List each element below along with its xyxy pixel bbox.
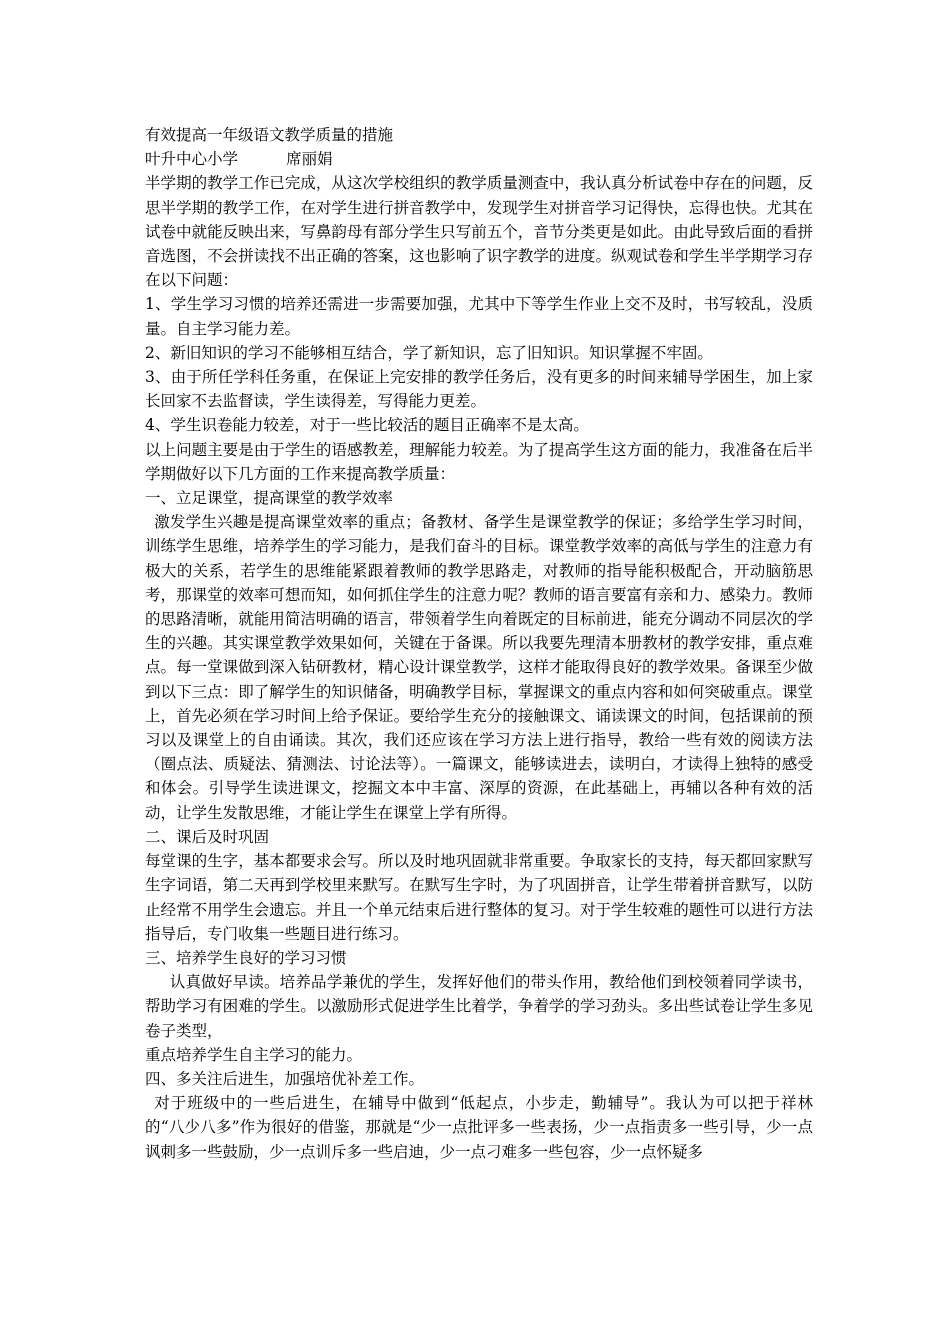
problem-item-2: 2、新旧知识的学习不能够相互结合，学了新知识，忘了旧知识。知识掌握不牢固。 — [145, 343, 713, 362]
author-line — [145, 147, 813, 171]
section-4-body: 对于班级中的一些后进生，在辅导中做到“低起点，小步走，勤辅导”。我认为可以把于祥林的“八少八多”作为很好的借鉴，那就是“少一点批评多一些表扬，少一点指责多一些引导，少一点讽刺多一些鼓励，少一点训斥多一些启迪，少一点刁难多一些包容，少一点怀疑多 — [145, 1094, 813, 1161]
summary-paragraph: 以上问题主要是由于学生的语感教差，理解能力较差。为了提高学生这方面的能力，我准备在后半学期做好以下几方面的工作来提高教学质量： — [145, 440, 813, 483]
section-1-heading: 一、立足课堂，提高课堂的教学效率 — [145, 489, 394, 508]
problem-item-1: 1、学生学习习惯的培养还需进一步需要加强，尤其中下等学生作业上交不及时，书写较乱，没质量。自主学习能力差。 — [145, 295, 813, 338]
section-4-heading: 四、多关注后进生，加强培优补差工作。 — [145, 1069, 425, 1088]
section-3-extra: 重点培养学生自主学习的能力。 — [145, 1045, 363, 1064]
section-2-heading: 二、课后及时巩固 — [145, 827, 270, 846]
author-name: 席丽娟 — [286, 150, 333, 169]
document-page — [145, 123, 813, 1164]
intro-paragraph: 半学期的教学工作已完成，从这次学校组织的教学质量测查中，我认真分析试卷中存在的问题，反思半学期的教学工作，在对学生进行拼音教学中，发现学生对拼音学习记得快，忘得也快。尤其在试卷中就能反映出来，写鼻韵母有部分学生只写前五个，音节分类更是如此。由此导致后面的看拼音选图，不会拼读找不出正确的答案，这也影响了识字教学的进度。纵观试卷和学生半学期学习存在以下问题： — [145, 174, 813, 290]
problem-item-3: 3、由于所任学科任务重，在保证上完安排的教学任务后，没有更多的时间来辅导学困生，加上家长回家不去监督读，学生读得差，写得能力更差。 — [145, 368, 813, 411]
section-1-body: 激发学生兴趣是提高课堂效率的重点；备教材、备学生是课堂教学的保证；多给学生学习时间，训练学生思维，培养学生的学习能力，是我们奋斗的目标。课堂教学效率的高低与学生的注意力有极大的关系，若学生的思维能紧跟着教师的教学思路走，对教师的指导能积极配合，开动脑筋思考，那课堂的效率可想而知，如何抓住学生的注意力呢？教师的语言要富有亲和力、感染力。教师的思路清晰，就能用简洁明确的语言，带领着学生向着既定的目标前进，能充分调动不同层次的学生的兴趣。其实课堂教学效果如何，关键在于备课。所以我要先理清本册教材的教学安排，重点难点。每一堂课做到深入钻研教材，精心设计课堂教学，这样才能取得良好的教学效果。备课至少做到以下三点：即了解学生的知识储备，明确教学目标，掌握课文的重点内容和如何突破重点。课堂上，首先必须在学习时间上给予保证。要给学生充分的接触课文、诵读课文的时间，包括课前的预习以及课堂上的自由诵读。其次，我们还应该在学习方法上进行指导，教给一些有效的阅读方法（圈点法、质疑法、猜测法、讨论法等）。一篇课文，能够读进去，读明白，才读得上独特的感受和体会。引导学生读进课文，挖掘文本中丰富、深厚的资源，在此基础上，再辅以各种有效的活动，让学生发散思维，才能让学生在课堂上学有所得。 — [145, 513, 813, 822]
section-3-heading: 三、培养学生良好的学习习惯 — [145, 948, 347, 967]
section-3-body: 认真做好早读。培养品学兼优的学生，发挥好他们的带头作用，教给他们到校领着同学读书，帮助学习有困难的学生。以激励形式促进学生比着学，争着学的学习劲头。多出些试卷让学生多见卷子类型， — [145, 973, 813, 1040]
document-title: 有效提高一年级语文教学质量的措施 — [145, 126, 394, 144]
section-2-body: 每堂课的生字，基本都要求会写。所以及时地巩固就非常重要。争取家长的支持，每天都回家默写生字词语，第二天再到学校里来默写。在默写生字时，为了巩固拼音，让学生带着拼音默写，以防止经常不用学生会遗忘。并且一个单元结束后进行整体的复习。对于学生较难的题性可以进行方法指导后，专门收集一些题目进行练习。 — [145, 852, 813, 943]
problem-item-4: 4、学生识卷能力较差，对于一些比较活的题目正确率不是太高。 — [145, 416, 589, 435]
school-name: 叶升中心小学 — [145, 150, 239, 169]
